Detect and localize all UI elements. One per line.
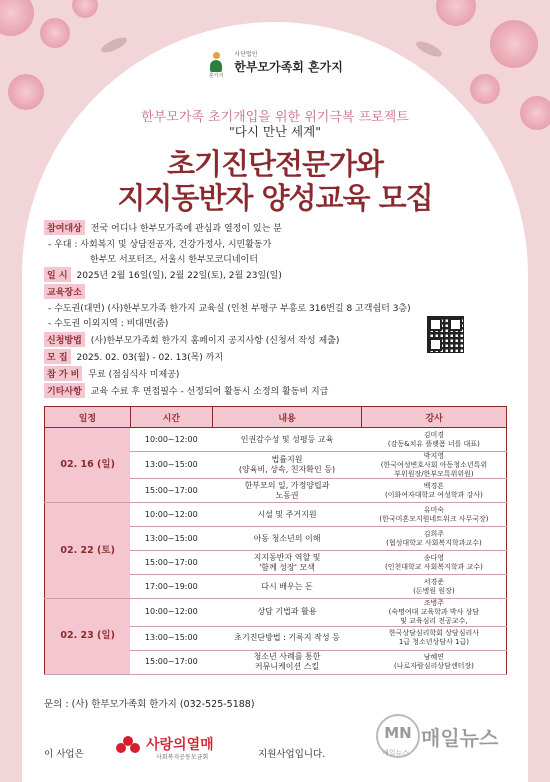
schedule-teacher-line: (나로자람심리상담센터장): [394, 662, 474, 670]
schedule-teacher-line: 김희주: [423, 530, 445, 538]
schedule-content-line: 법률지원: [271, 455, 303, 465]
main-title-line1: 초기진단전문가와: [166, 147, 384, 181]
schedule-teacher-line: 한국상담심리학회 상담심리사: [388, 629, 479, 638]
watermark-badge: MN: [376, 714, 420, 758]
schedule-teacher-line: 김미경: [423, 430, 445, 439]
schedule-content-line: 아동 청소년의 이해: [253, 533, 321, 543]
schedule-teacher-line: (한국여성변호사회 아동청소년특위: [380, 460, 488, 469]
schedule-teacher-line: 및 교육심리 전공교수,: [400, 616, 468, 625]
watermark-small: 매일뉴스: [382, 749, 410, 757]
fee-text: 무료 (점심식사 미제공): [88, 370, 180, 380]
schedule-teacher: [362, 575, 507, 599]
schedule-teacher-line: (숙명여대 교육학과 박사 상담: [388, 608, 480, 616]
recruit-text: 2025. 02. 03(월) - 02. 13(목) 까지: [76, 353, 224, 363]
schedule-teacher-line: (인천대학교 사회복지학과 교수): [385, 562, 483, 571]
sponsor-name: 사랑의열매: [146, 737, 214, 753]
schedule-teacher-line: 부위원장/한부모특위위원): [394, 469, 474, 478]
schedule-time: 17:00~19:00: [130, 575, 212, 599]
schedule-content-line: (양육비, 상속, 친자확인 등): [238, 465, 336, 475]
schedule-content: [212, 503, 362, 527]
schedule-content-line: 커뮤니케이션 스킬: [254, 662, 320, 671]
table-row: [45, 599, 507, 626]
schedule-header-row: [45, 407, 507, 428]
schedule-content-line: 지지동반자 역할 및: [253, 552, 321, 562]
schedule-teacher-line: (감동&치유 플랫폼 너를 대표): [387, 439, 480, 448]
schedule-teacher-line: (협성대학교 사회복지학과교수): [386, 538, 482, 547]
flower-decoration: [470, 74, 500, 104]
org-small-label: 사단법인: [234, 51, 258, 58]
schedule-content-line: 청소년 사례를 통한: [253, 652, 321, 661]
place-line-1: - 수도권(대면) (사)한부모가족 한가지 교육실 (인천 부평구 부흥로 316번길 8 고객쉼터 3층): [48, 304, 411, 314]
schedule-teacher-line: 조병주: [423, 599, 445, 608]
schedule-date: 02. 22 (토): [45, 503, 131, 599]
main-title-line2: 지지동반자 양성교육 모집: [117, 181, 433, 215]
schedule-time: 13:00~15:00: [130, 452, 212, 479]
schedule-time: 13:00~15:00: [130, 527, 212, 551]
schedule-teacher: [362, 551, 507, 575]
schedule-teacher: [362, 452, 507, 479]
place-line-2: - 수도권 이외지역 : 비대면(줌): [48, 319, 169, 329]
schedule-time: 10:00~12:00: [130, 599, 212, 626]
etc-text: 교육 수료 후 면접필수 - 선정되어 활동시 소정의 활동비 지급: [90, 387, 329, 397]
flower-decoration: [0, 0, 34, 36]
schedule-teacher: [362, 479, 507, 503]
header-date: 일정: [45, 407, 131, 428]
target-tag: 참여대상: [44, 220, 85, 235]
schedule-content-line: 시설 및 주거지원: [257, 509, 317, 519]
schedule-time: 13:00~15:00: [130, 626, 212, 650]
sponsor-suffix: 지원사업입니다.: [258, 749, 326, 760]
schedule-teacher-line: 남혜연: [423, 653, 445, 662]
schedule-teacher: [362, 626, 507, 650]
org-logo: [0, 51, 550, 79]
place-tag: 교육장소: [44, 284, 85, 299]
sponsor-subname: 사회복지공동모금회: [156, 754, 209, 761]
schedule-time: 10:00~12:00: [130, 428, 212, 452]
schedule-teacher: [362, 428, 507, 452]
schedule-content-line: 한부모의 일, 가정양립과: [244, 480, 330, 490]
table-row: [45, 503, 507, 527]
schedule-table: [44, 406, 507, 675]
schedule-content: [212, 452, 362, 479]
schedule-date: 02. 23 (일): [45, 599, 131, 674]
subtitle-project: 한부모가족 초기개입을 위한 위기극복 프로젝트: [141, 110, 409, 125]
fee-tag: 참 가 비: [44, 366, 82, 381]
schedule-time: 15:00~17:00: [130, 650, 212, 674]
qr-code-icon[interactable]: [427, 316, 464, 353]
schedule-content: [212, 626, 362, 650]
schedule-teacher-line: 1급 청소년상담사 1급): [398, 638, 470, 646]
sponsor-logo-icon: [116, 736, 140, 756]
schedule-teacher-line: (이화여자대학교 여성학과 강사): [385, 490, 483, 499]
flower-decoration: [8, 74, 44, 110]
schedule-content: [212, 428, 362, 452]
flower-decoration: [40, 18, 70, 48]
header-teacher: 강사: [362, 407, 507, 428]
schedule-content-line: 노동권: [275, 490, 299, 500]
schedule-teacher-line: 백경흔: [423, 482, 445, 490]
schedule-date: 02. 16 (일): [45, 428, 131, 503]
schedule-time: 10:00~12:00: [130, 503, 212, 527]
preference-line-2: 한부모 서포터즈, 서울시 한부모코디네이터: [90, 255, 258, 265]
header-time: 시간: [130, 407, 212, 428]
schedule-teacher-line: (한국미혼모지원네트워크 사무국장): [379, 514, 489, 523]
schedule-teacher-line: (돈병원 원장): [413, 586, 455, 595]
schedule-teacher: [362, 527, 507, 551]
target-text: 전국 어디나 한부모가족에 관심과 열정이 있는 분: [90, 224, 282, 234]
date-tag: 일 시: [44, 267, 71, 282]
schedule-teacher-line: 유미숙: [423, 506, 445, 514]
contact-info: 문의 : (사) 한부모가족회 한가지 (032-525-5188): [44, 699, 255, 710]
apply-text: (사)한부모가족회 한가지 홈페이지 공지사항 (신청서 작성 제출): [90, 336, 340, 346]
apply-tag: 신청방법: [44, 332, 85, 347]
schedule-content-line: '함께 성장' 모색: [259, 562, 315, 572]
org-name: 한부모가족회 혼가지: [234, 60, 343, 74]
schedule-time: 15:00~17:00: [130, 479, 212, 503]
table-row: [45, 428, 507, 452]
schedule-content-line: 다시 배우는 돈: [261, 581, 313, 591]
schedule-content-line: 상담 기법과 활용: [257, 607, 317, 617]
schedule-teacher: [362, 599, 507, 626]
schedule-time: 15:00~17:00: [130, 551, 212, 575]
schedule-teacher: [362, 503, 507, 527]
schedule-content: [212, 551, 362, 575]
schedule-content-line: 인권감수성 및 성평등 교육: [240, 434, 334, 444]
schedule-content: [212, 650, 362, 674]
schedule-content-line: 초기진단방법 : 기록지 작성 등: [234, 633, 340, 642]
watermark-text: 매일뉴스: [421, 726, 499, 750]
etc-tag: 기타사항: [44, 383, 85, 398]
org-mark-icon: 혼가지: [207, 52, 225, 74]
schedule-content: [212, 527, 362, 551]
schedule-teacher-line: 서경준: [423, 578, 445, 586]
schedule-content: [212, 575, 362, 599]
recruit-tag: 모 집: [44, 349, 71, 364]
schedule-teacher-line: 송다영: [423, 554, 445, 562]
date-text: 2025년 2월 16일(일), 2월 22일(토), 2월 23일(일): [76, 271, 282, 281]
preference-line-1: - 우대 : 사회복지 및 상담전공자, 건강가정사, 시민활동가: [48, 240, 272, 250]
schedule-teacher-line: 박지영: [423, 452, 445, 460]
schedule-teacher: [362, 650, 507, 674]
schedule-content: [212, 479, 362, 503]
flower-decoration: [436, 0, 476, 26]
sponsor-prefix: 이 사업은: [44, 749, 84, 760]
subtitle-theme: "다시 만난 세계": [229, 124, 321, 139]
flower-decoration: [72, 0, 98, 18]
schedule-content: [212, 599, 362, 626]
header-content: 내용: [212, 407, 362, 428]
